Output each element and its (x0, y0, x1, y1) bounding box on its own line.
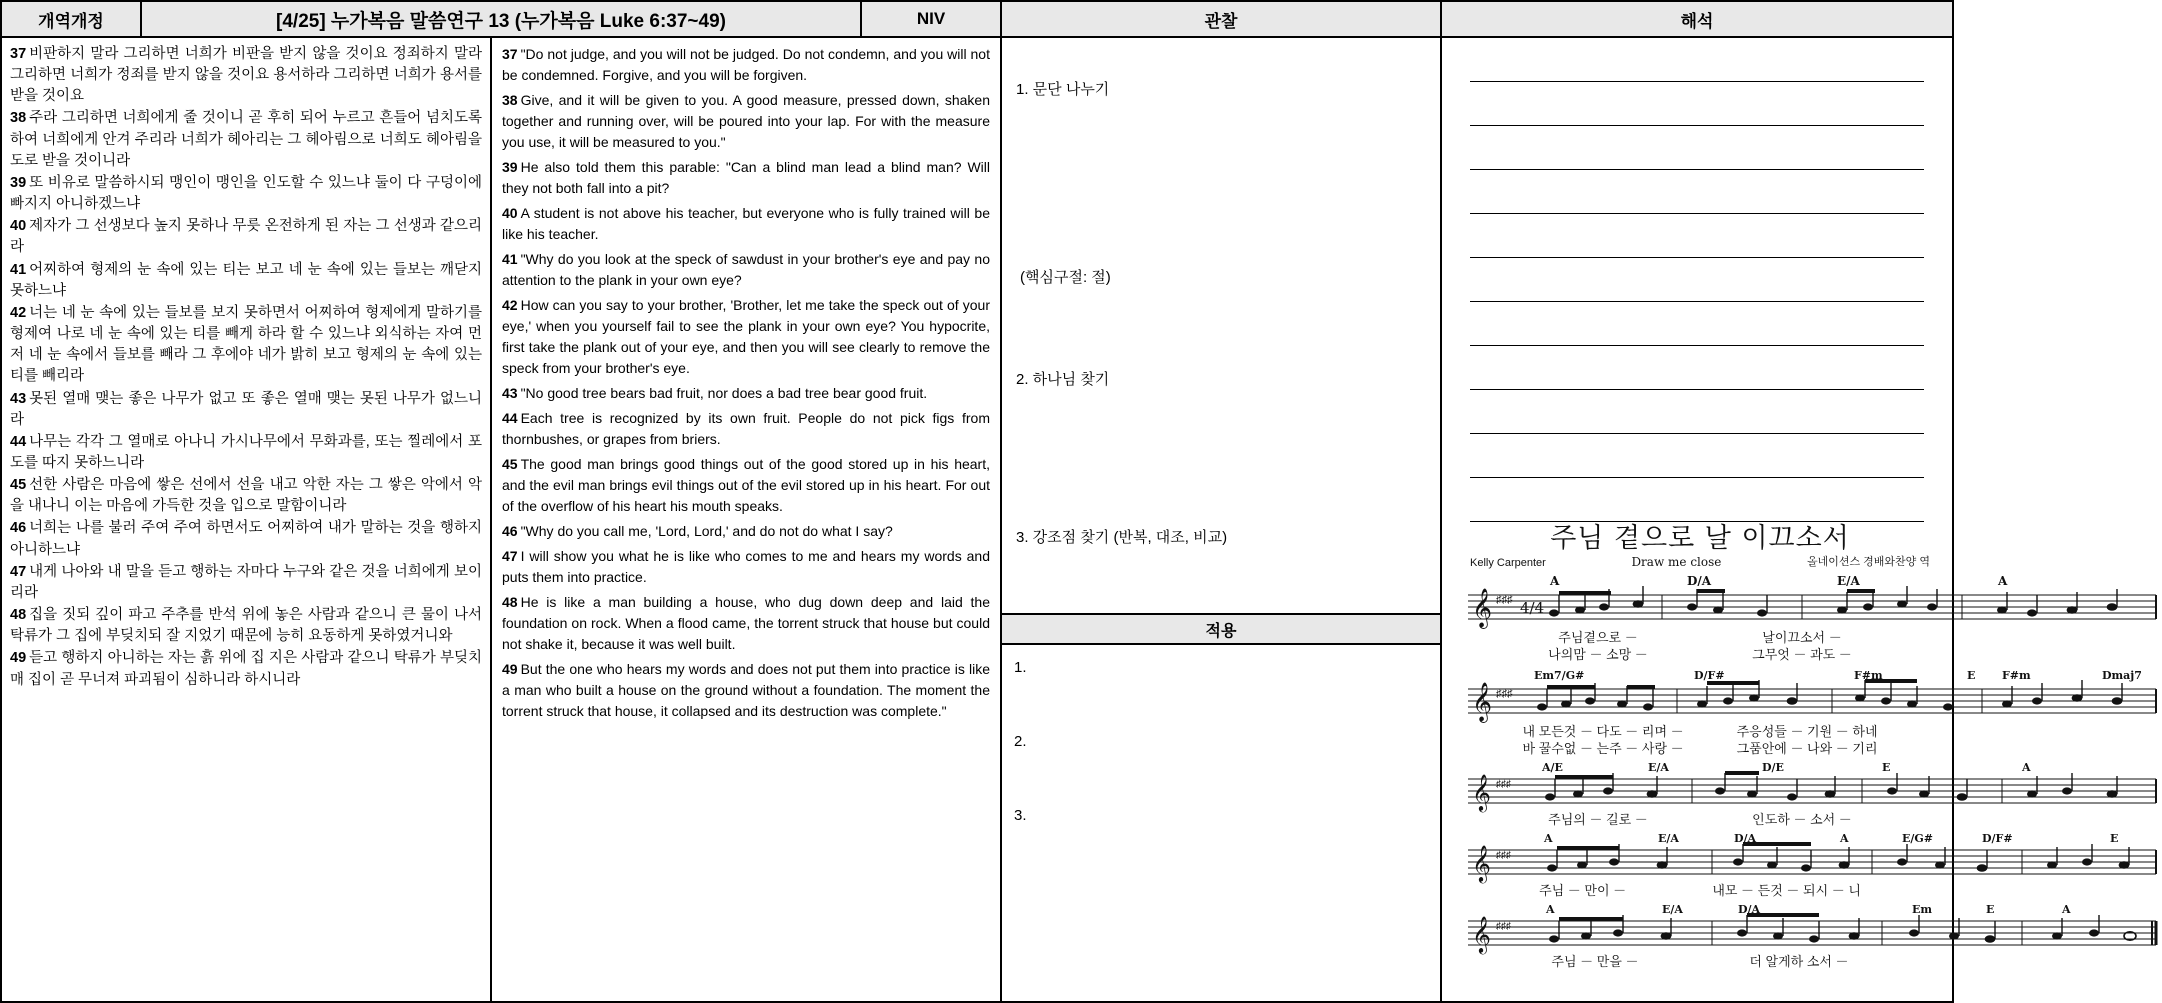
verse-number: 45 (502, 456, 518, 472)
chord-label: Dmaj7 (2102, 669, 2142, 682)
svg-text:♯♯♯: ♯♯♯ (1496, 688, 1513, 700)
verse-number: 49 (502, 661, 518, 677)
chord-label: E (2110, 832, 2119, 845)
stave-svg (1462, 573, 2162, 629)
verse-text: "Do not judge, and you will not be judged. Do not condemn, and you will not be condemned. Forgive, and you will be forgiven. (502, 46, 990, 83)
verse-number: 40 (10, 218, 27, 235)
verse-text: 듣고 행하지 아니하는 자는 흙 위에 집 지은 사람과 같으니 탁류가 부딪치매 집이 곧 무너져 파괴됨이 심하니라 하시니라 (10, 650, 482, 688)
verse-row (10, 475, 482, 517)
chord-label: E/A (1662, 903, 1683, 916)
verse-number: 40 (502, 205, 518, 221)
hymn-lyric-row (1462, 809, 1938, 828)
header-niv: NIV (862, 2, 1002, 36)
verse-text: 주라 그리하면 너희에게 줄 것이니 곧 후히 되어 누르고 흔들어 넘치도록 하여 너희에게 안겨 주리라 너희가 헤아리는 그 헤아림으로 너희도 헤아림을 도로 받을 것이니라 (10, 110, 482, 169)
lyric-segment: 주응성들 － 기원 － 하네 (1736, 724, 1878, 739)
verse-text: 비판하지 말라 그리하면 너희가 비판을 받지 않을 것이요 정죄하지 말라 그리하면 너희가 정죄를 받지 않을 것이요 용서하라 그리하면 너희가 용서를 받을 것이요 (10, 46, 482, 105)
lyric-segment: 인도하 － 소서 － (1752, 812, 1852, 827)
chord-label: D/F# (1982, 832, 2013, 845)
lyric-segment: 주님 － 만이 － (1539, 883, 1627, 898)
verse-number: 39 (502, 159, 518, 175)
hymn-stave-1 (1462, 573, 2008, 663)
hymn-lyric-row (1462, 738, 1938, 757)
verse-number: 45 (10, 477, 27, 494)
verse-row (502, 44, 990, 86)
verse-number: 37 (10, 46, 27, 62)
verse-text: 너는 네 눈 속에 있는 들보를 보지 못하면서 어찌하여 형제에게 말하기를 형제여 나로 네 눈 속에 있는 티를 빼게 하라 할 수 있느냐 외식하는 자여 먼저 네 눈 속에서 들보를 빼라 그 후에야 네가 밝히 보고 형제의 눈 속에 있는 티를 빼리라 (10, 304, 482, 385)
svg-text:𝄞: 𝄞 (1472, 682, 1493, 722)
verse-number: 37 (502, 46, 518, 62)
chord-label: Em (1912, 903, 1933, 916)
chord-label: E (1882, 761, 1891, 774)
stave-svg (1462, 832, 2162, 882)
verse-row (502, 249, 990, 291)
verse-row (10, 108, 482, 171)
header-observation: 관찰 (1002, 2, 1442, 36)
verse-number: 42 (502, 297, 518, 313)
page-title: [4/25] 누가복음 말씀연구 13 (누가복음 Luke 6:37~49) (142, 2, 862, 36)
verse-text: How can you say to your brother, 'Brother, let me take the speck out of your eye,' when you yourself fail to see the plank in your own eye? You hypocrite, first take the plank out of your eye, and then you will see clearly to remove the speck from your brother's eye. (502, 297, 990, 376)
writing-line (1470, 126, 1924, 170)
verse-text: Give, and it will be given to you. A good measure, pressed down, shaken together and running over, will be poured into your lap. For with the measure you use, it will be measured to you." (502, 92, 990, 150)
observation-item-2: 2. 하나님 찾기 (1016, 371, 1110, 388)
interpretation-column[interactable] (1442, 38, 2142, 1001)
svg-text:♯♯♯: ♯♯♯ (1496, 594, 1513, 606)
svg-text:♯♯♯: ♯♯♯ (1496, 921, 1511, 932)
verse-text: 선한 사람은 마음에 쌓은 선에서 선을 내고 악한 자는 그 쌓은 악에서 악을 내나니 이는 마음에 가득한 것을 입으로 말함이니라 (10, 477, 482, 515)
hymn-lyric-row (1462, 880, 1938, 899)
verse-text: Each tree is recognized by its own fruit. People do not pick figs from thornbushes, or grapes from briers. (502, 410, 990, 447)
chord-label: A (1998, 574, 2008, 588)
verse-text: He also told them this parable: "Can a blind man lead a blind man? Will they not both fall into a pit? (502, 159, 990, 196)
verse-number: 41 (502, 251, 518, 267)
verse-row (502, 659, 990, 722)
chord-label: D/A (1734, 832, 1757, 845)
verse-row (502, 521, 990, 542)
verse-row (502, 454, 990, 517)
verse-number: 41 (10, 261, 27, 278)
writing-line (1470, 170, 1924, 214)
hymn-stave-3 (1462, 761, 2031, 828)
table-header-row (2, 2, 1952, 38)
svg-text:𝄞: 𝄞 (1472, 773, 1491, 811)
verse-row (502, 295, 990, 379)
table-body-row (2, 38, 2142, 1001)
lyric-segment: 바 꿀수없 － 는주 － 사랑 － (1522, 741, 1684, 756)
verse-text: He is like a man building a house, who dug down deep and laid the foundation on rock. When a flood came, the torrent struck that house but could not shake it, because it was well built. (502, 594, 990, 652)
hymn-translator: 올네이션스 경배와찬양 역 (1806, 556, 1930, 568)
verse-row (502, 203, 990, 245)
verse-text: 또 비유로 말씀하시되 맹인이 맹인을 인도할 수 있느냐 둘이 다 구덩이에 빠지지 아니하겠느냐 (10, 174, 482, 213)
verse-text: 집을 짓되 깊이 파고 주추를 반석 위에 놓은 사람과 같으니 큰 물이 나서 탁류가 그 집에 부딪치되 잘 지었기 때문에 능히 요동하게 못하였거니와 (10, 607, 482, 645)
lyric-segment: 그무엇 － 과도 － (1752, 647, 1852, 662)
application-item-1: 1. (1014, 659, 1027, 676)
chord-label: E/G# (1902, 832, 1934, 845)
writing-line (1470, 302, 1924, 346)
chord-label: A (1546, 903, 1555, 916)
chord-label: E (1986, 903, 1995, 916)
hymn-author: Kelly Carpenter (1470, 557, 1546, 569)
writing-line (1470, 82, 1924, 126)
writing-line (1470, 434, 1924, 478)
observation-item-3: 3. 강조점 찾기 (반복, 대조, 비교) (1016, 529, 1228, 546)
verse-number: 46 (502, 523, 518, 539)
verse-row (10, 605, 482, 647)
verse-number: 43 (10, 390, 27, 407)
stave-svg (1462, 761, 2162, 811)
chord-label: A (2062, 903, 2071, 916)
verse-number: 39 (10, 174, 27, 191)
hymn-english-title: Draw me close (1631, 555, 1722, 569)
verse-text: But the one who hears my words and does not put them into practice is like a man who built a house on the ground without a foundation. The moment the torrent struck that house, it collapsed and its destruction was complete." (502, 661, 990, 719)
verse-number: 46 (10, 520, 27, 537)
verse-number: 44 (10, 433, 27, 450)
verse-row (10, 648, 482, 690)
observation-body[interactable] (1002, 38, 1440, 613)
hymn-sheet-music (1462, 516, 2142, 997)
svg-text:♯♯♯: ♯♯♯ (1496, 850, 1511, 861)
verse-row (10, 432, 482, 474)
lyric-segment: 그품안에 － 나와 － 기리 (1736, 741, 1878, 756)
header-interpretation: 해석 (1442, 2, 1952, 36)
chord-label: D/F# (1694, 669, 1725, 682)
verse-text: I will show you what he is like who comes to me and hears my words and puts them into practice. (502, 548, 990, 585)
lyric-segment: 주님의 － 길로 － (1548, 812, 1648, 827)
niv-scripture-column (492, 38, 1002, 1001)
verse-text: 어찌하여 형제의 눈 속에 있는 티는 보고 네 눈 속에 있는 들보는 깨닫지 못하느냐 (10, 261, 482, 299)
hymn-lyric-row (1462, 951, 1938, 970)
verse-text: 나무는 각각 그 열매로 아나니 가시나무에서 무화과를, 또는 찔레에서 포도를 따지 못하느니라 (10, 433, 482, 471)
verse-text: "Why do you look at the speck of sawdust in your brother's eye and pay no attention to the plank in your own eye? (502, 251, 990, 288)
verse-row (10, 389, 482, 431)
chord-label: D/A (1687, 574, 1712, 588)
stave-svg (1462, 667, 2162, 723)
svg-text:𝄞: 𝄞 (1472, 915, 1491, 953)
hymn-stave-2 (1462, 667, 2142, 757)
chord-label: A/E (1542, 761, 1563, 774)
verse-number: 44 (502, 410, 518, 426)
hymn-credits (1462, 553, 1938, 569)
verse-row (502, 90, 990, 153)
lyric-segment: 내모 － 든것 － 되시 － 니 (1712, 883, 1861, 898)
observation-key-verse: (핵심구절: 절) (1020, 269, 1111, 286)
chord-label: F#m (2002, 669, 2031, 682)
chord-label: E/A (1837, 574, 1860, 588)
svg-text:4/4: 4/4 (1520, 599, 1545, 617)
verse-number: 47 (502, 548, 518, 564)
chord-label: Em7/G# (1534, 669, 1585, 682)
chord-label: A (2022, 761, 2031, 774)
verse-row (502, 157, 990, 199)
application-item-2: 2. (1014, 733, 1027, 750)
application-item-3: 3. (1014, 807, 1027, 824)
lyric-segment: 더 알게하 소서 － (1749, 954, 1849, 969)
chord-label: E/A (1648, 761, 1669, 774)
chord-label: A (1550, 574, 1560, 588)
verse-row (10, 562, 482, 604)
chord-label: E (1967, 669, 1976, 682)
chord-label: F#m (1854, 669, 1883, 682)
verse-text: 못된 열매 맺는 좋은 나무가 없고 또 좋은 열매 맺는 못된 나무가 없느니라 (10, 390, 482, 428)
hymn-stave-5 (1462, 903, 2071, 970)
verse-number: 38 (502, 92, 518, 108)
verse-number: 38 (10, 110, 27, 127)
writing-line (1470, 346, 1924, 390)
hymn-title: 주님 곁으로 날 이끄소서 (1550, 523, 1850, 554)
verse-row (502, 546, 990, 588)
verse-text: A student is not above his teacher, but everyone who is fully trained will be like his teacher. (502, 205, 990, 242)
writing-line (1470, 214, 1924, 258)
verse-number: 42 (10, 304, 27, 321)
verse-number: 48 (10, 607, 27, 624)
hymn-lyric-row (1462, 644, 1938, 663)
verse-row (10, 518, 482, 560)
writing-line (1470, 38, 1924, 82)
verse-text: "No good tree bears bad fruit, nor does a bad tree bear good fruit. (520, 385, 928, 401)
chord-label: E/A (1658, 832, 1679, 845)
verse-row (10, 216, 482, 258)
verse-text: 제자가 그 선생보다 높지 못하나 무릇 온전하게 된 자는 그 선생과 같으리라 (10, 218, 482, 256)
hymn-stave-4 (1462, 832, 2119, 899)
lyric-segment: 날이끄소서 － (1762, 630, 1842, 645)
chord-label: D/E (1762, 761, 1784, 774)
verse-row (502, 383, 990, 404)
verse-row (502, 408, 990, 450)
verse-number: 43 (502, 385, 518, 401)
svg-text:𝄞: 𝄞 (1472, 844, 1491, 882)
verse-text: 너희는 나를 불러 주여 주여 하면서도 어찌하여 내가 말하는 것을 행하지 아니하느냐 (10, 520, 482, 558)
verse-row (10, 303, 482, 388)
chord-label: D/A (1738, 903, 1761, 916)
korean-scripture-column (2, 38, 492, 1001)
verse-row (502, 592, 990, 655)
svg-text:♯♯♯: ♯♯♯ (1496, 779, 1511, 790)
observation-item-1: 1. 문단 나누기 (1016, 81, 1110, 98)
verse-row (10, 260, 482, 302)
verse-text: The good man brings good things out of the good stored up in his heart, and the evil man brings evil things out of the evil stored up in his heart. For out of the overflow of his heart his mouth speaks. (502, 456, 990, 514)
verse-row (10, 173, 482, 215)
lyric-segment: 나의맘 － 소망 － (1548, 647, 1648, 662)
chord-label: A (1544, 832, 1553, 845)
interpretation-writing-lines[interactable] (1442, 38, 1952, 522)
svg-text:𝄞: 𝄞 (1472, 588, 1493, 628)
verse-number: 49 (10, 650, 27, 667)
verse-text: 내게 나아와 내 말을 듣고 행하는 자마다 누구와 같은 것을 너희에게 보이리라 (10, 563, 482, 601)
lyric-segment: 내 모든것 － 다도 － 리며 － (1522, 724, 1684, 739)
stave-svg (1462, 903, 2162, 953)
chord-label: A (1840, 832, 1849, 845)
lyric-segment: 주님 － 만을 － (1551, 954, 1639, 969)
header-application: 적용 (1002, 613, 1440, 645)
observation-column (1002, 38, 1442, 1001)
lyric-segment: 주님곁으로 － (1558, 630, 1638, 645)
application-body[interactable] (1002, 645, 1440, 1001)
verse-number: 48 (502, 594, 518, 610)
header-version: 개역개정 (2, 2, 142, 36)
verse-text: "Why do you call me, 'Lord, Lord,' and do not do what I say? (520, 523, 893, 539)
verse-row (10, 44, 482, 107)
verse-number: 47 (10, 563, 27, 580)
writing-line (1470, 390, 1924, 434)
writing-line (1470, 258, 1924, 302)
